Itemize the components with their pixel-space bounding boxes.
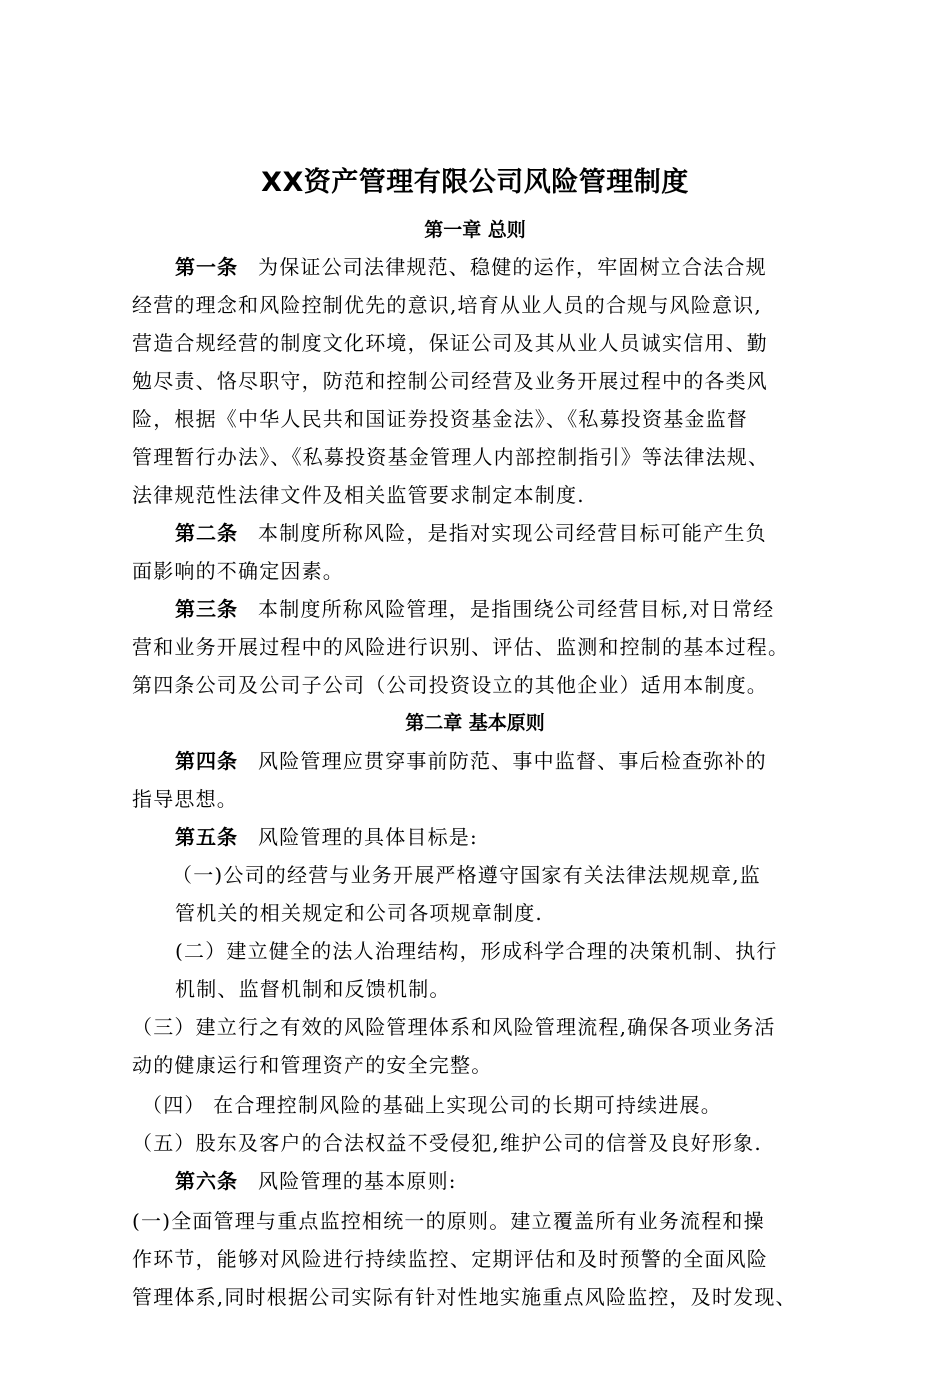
article-6-item-1-line-1: (一)全面管理与重点监控相统一的原则。建立覆盖所有业务流程和操 bbox=[132, 1209, 765, 1233]
article-1-label: 第一条 bbox=[175, 255, 238, 279]
article-5-text-1: 风险管理的具体目标是: bbox=[258, 825, 478, 849]
article-5-item-1-line-1: （一)公司的经营与业务开展严格遵守国家有关法律法规规章,监 bbox=[172, 863, 761, 887]
article-2-label: 第二条 bbox=[175, 521, 238, 545]
article-4-line-2: 指导思想。 bbox=[132, 787, 238, 811]
article-3-line-2: 营和业务开展过程中的风险进行识别、评估、监测和控制的基本过程。 bbox=[132, 635, 790, 659]
article-5-item-5: （五）股东及客户的合法权益不受侵犯,维护公司的信誉及良好形象. bbox=[132, 1131, 762, 1155]
article-5-item-1-line-2: 管机关的相关规定和公司各项规章制度. bbox=[175, 901, 543, 925]
article-5-item-2-line-1: (二）建立健全的法人治理结构，形成科学合理的决策机制、执行 bbox=[175, 939, 778, 963]
article-1-line-7: 法律规范性法律文件及相关监管要求制定本制度. bbox=[132, 483, 585, 507]
article-5-item-3-line-2: 动的健康运行和管理资产的安全完整。 bbox=[132, 1053, 493, 1077]
article-2-line-2: 面影响的不确定因素。 bbox=[132, 559, 344, 583]
article-4-line-1 bbox=[175, 746, 767, 776]
document-title: XX资产管理有限公司风险管理制度 bbox=[261, 167, 689, 198]
chapter-heading-1: 第一章 总则 bbox=[424, 219, 526, 241]
article-3-line-3: 第四条公司及公司子公司（公司投资设立的其他企业）适用本制度。 bbox=[132, 673, 768, 697]
article-5-label: 第五条 bbox=[175, 825, 238, 849]
article-4-text-1: 风险管理应贯穿事前防范、事中监督、事后检查弥补的 bbox=[258, 749, 767, 773]
article-1-line-2: 经营的理念和风险控制优先的意识,培育从业人员的合规与风险意识, bbox=[132, 293, 762, 317]
article-6-item-1-line-2: 作环节，能够对风险进行持续监控、定期评估和及时预警的全面风险 bbox=[132, 1247, 768, 1271]
chapter-heading-2: 第二章 基本原则 bbox=[405, 712, 545, 734]
article-3-label: 第三条 bbox=[175, 597, 238, 621]
article-1-line-4: 勉尽责、恪尽职守，防范和控制公司经营及业务开展过程中的各类风 bbox=[132, 369, 768, 393]
article-1-line-3: 营造合规经营的制度文化环境，保证公司及其从业人员诚实信用、勤 bbox=[132, 331, 768, 355]
article-6-item-1-line-3: 管理体系,同时根据公司实际有针对性地实施重点风险监控，及时发现、 bbox=[132, 1285, 797, 1309]
article-1-line-6: 管理暂行办法》、《私募投资基金管理人内部控制指引》等法律法规、 bbox=[132, 445, 770, 469]
article-6-text-1: 风险管理的基本原则: bbox=[258, 1169, 457, 1193]
article-5-item-3-line-1: （三）建立行之有效的风险管理体系和风险管理流程,确保各项业务活 bbox=[132, 1015, 776, 1039]
article-1-text-1: 为保证公司法律规范、稳健的运作，牢固树立合法合规 bbox=[258, 255, 767, 279]
article-5-item-4: （四） 在合理控制风险的基础上实现公司的长期可持续进展。 bbox=[142, 1093, 722, 1117]
article-4-label: 第四条 bbox=[175, 749, 238, 773]
article-2-line-1 bbox=[175, 518, 767, 548]
article-2-text-1: 本制度所称风险，是指对实现公司经营目标可能产生负 bbox=[258, 521, 767, 545]
article-1-line-1 bbox=[175, 252, 767, 282]
article-3-text-1: 本制度所称风险管理，是指围绕公司经营目标,对日常经 bbox=[258, 597, 775, 621]
article-6-label: 第六条 bbox=[175, 1169, 238, 1193]
article-3-line-1 bbox=[175, 594, 774, 624]
article-5-line-1 bbox=[175, 822, 478, 852]
article-6-line-1 bbox=[175, 1166, 457, 1196]
article-5-item-2-line-2: 机制、监督机制和反馈机制。 bbox=[175, 977, 451, 1001]
article-1-line-5: 险，根据《中华人民共和国证券投资基金法》、《私募投资基金监督 bbox=[132, 407, 748, 431]
